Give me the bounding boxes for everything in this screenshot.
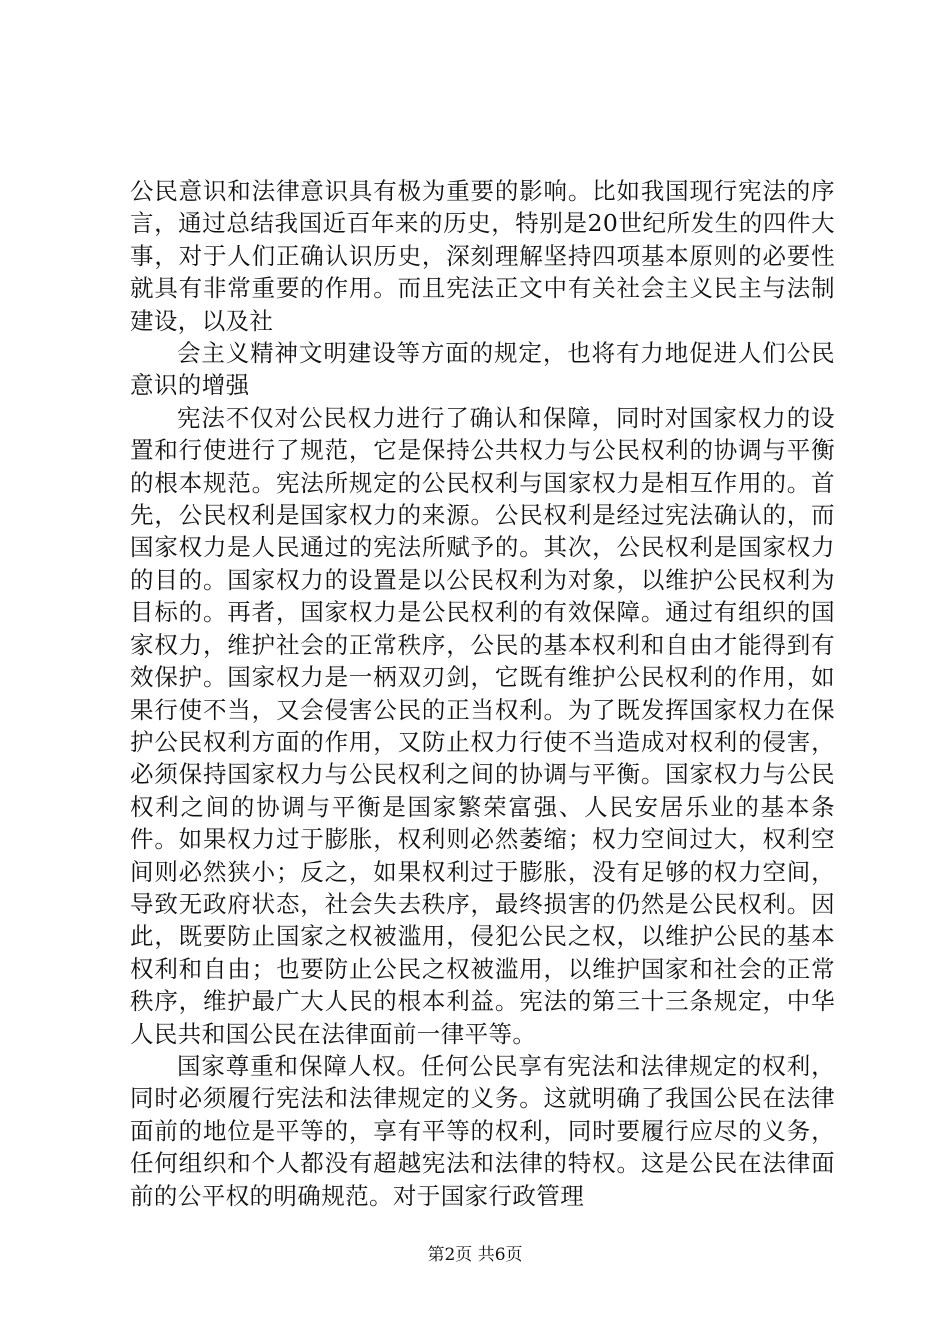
- paragraph: 公民意识和法律意识具有极为重要的影响。比如我国现行宪法的序言，通过总结我国近百年来的历史，特别是20世纪所发生的四件大事，对于人们正确认识历史，深刻理解坚持四项基本原则的必要性就具有非常重要的作用。而且宪法正文中有关社会主义民主与法制建设，以及社: [130, 177, 835, 335]
- page-number-footer: 第2页 共6页: [427, 1245, 523, 1265]
- paragraph: 会主义精神文明建设等方面的规定，也将有力地促进人们公民意识的增强: [130, 339, 835, 400]
- paragraph: 国家尊重和保障人权。任何公民享有宪法和法律规定的权利，同时必须履行宪法和法律规定的义务。这就明确了我国公民在法律面前的地位是平等的，享有平等的权利，同时要履行应尽的义务，任何组织和个人都没有超越宪法和法律的特权。这是公民在法律面前的公平权的明确规范。对于国家行政管理: [130, 1051, 835, 1210]
- document-body: [130, 175, 835, 1212]
- paragraph: 宪法不仅对公民权力进行了确认和保障，同时对国家权力的设置和行使进行了规范，它是保持公共权力与公民权利的协调与平衡的根本规范。宪法所规定的公民权利与国家权力是相互作用的。首先，公民权利是国家权力的来源。公民权利是经过宪法确认的，而国家权力是人民通过的宪法所赋予的。其次，公民权利是国家权力的目的。国家权力的设置是以公民权利为对象，以维护公民权利为目标的。再者，国家权力是公民权利的有效保障。通过有组织的国家权力，维护社会的正常秩序，公民的基本权利和自由才能得到有效保护。国家权力是一柄双刃剑，它既有维护公民权利的作用，如果行使不当，又会侵害公民的正当权利。为了既发挥国家权力在保护公民权利方面的作用，又防止权力行使不当造成对权利的侵害，必须保持国家权力与公民权利之间的协调与平衡。国家权力与公民权利之间的协调与平衡是国家繁荣富强、人民安居乐业的基本条件。如果权力过于膨胀，权利则必然萎缩；权力空间过大，权利空间则必然狭小；反之，如果权利过于膨胀，没有足够的权力空间，导致无政府状态，社会失去秩序，最终损害的仍然是公民权利。因此，既要防止国家之权被滥用，侵犯公民之权，以维护公民的基本权利和自由；也要防止公民之权被滥用，以维护国家和社会的正常秩序，维护最广大人民的根本利益。宪法的第三十三条规定，中华人民共和国公民在法律面前一律平等。: [130, 403, 835, 1048]
